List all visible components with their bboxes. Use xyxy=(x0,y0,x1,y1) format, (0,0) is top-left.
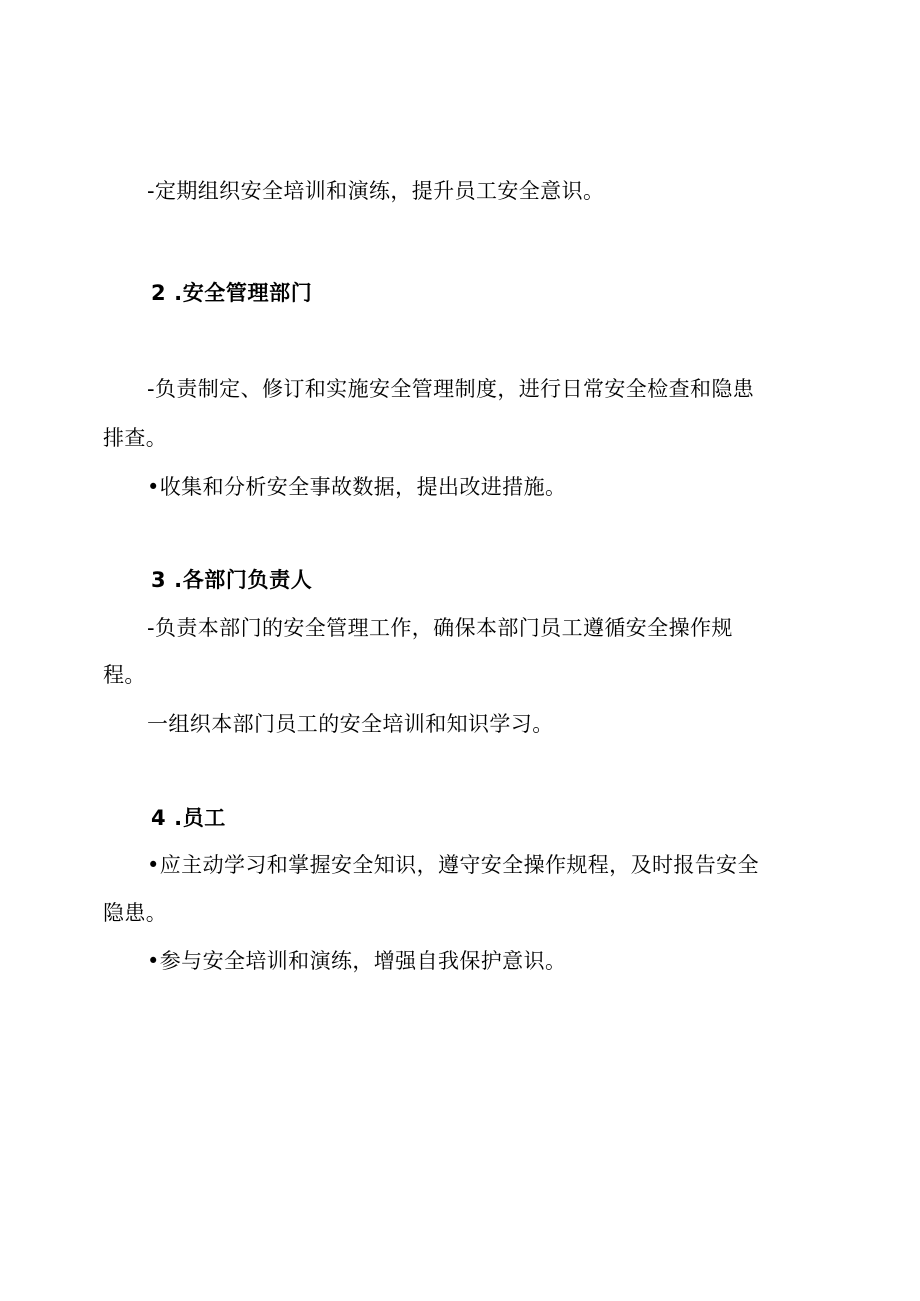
paragraph-line: 一组织本部门员工的安全培训和知识学习。 xyxy=(147,712,554,736)
paragraph-line: -定期组织安全培训和演练，提升员工安全意识。 xyxy=(147,179,605,203)
paragraph-line: -负责本部门的安全管理工作，确保本部门员工遵循安全操作规 xyxy=(147,616,733,640)
paragraph-line: 排查。 xyxy=(103,426,168,450)
paragraph-line: •参与安全培训和演练，增强自我保护意识。 xyxy=(147,949,567,973)
section-heading: 2 .安全管理部门 xyxy=(151,281,313,305)
section-heading: 3 .各部门负责人 xyxy=(151,568,313,592)
paragraph-line: 隐患。 xyxy=(103,901,168,925)
paragraph-line: •收集和分析安全事故数据，提出改进措施。 xyxy=(147,475,567,499)
paragraph-line: -负责制定、修订和实施安全管理制度，进行日常安全检查和隐患 xyxy=(147,377,755,401)
section-heading: 4 .员工 xyxy=(151,806,226,830)
paragraph-line: •应主动学习和掌握安全知识，遵守安全操作规程，及时报告安全 xyxy=(147,853,759,877)
paragraph-line: 程。 xyxy=(103,663,146,687)
